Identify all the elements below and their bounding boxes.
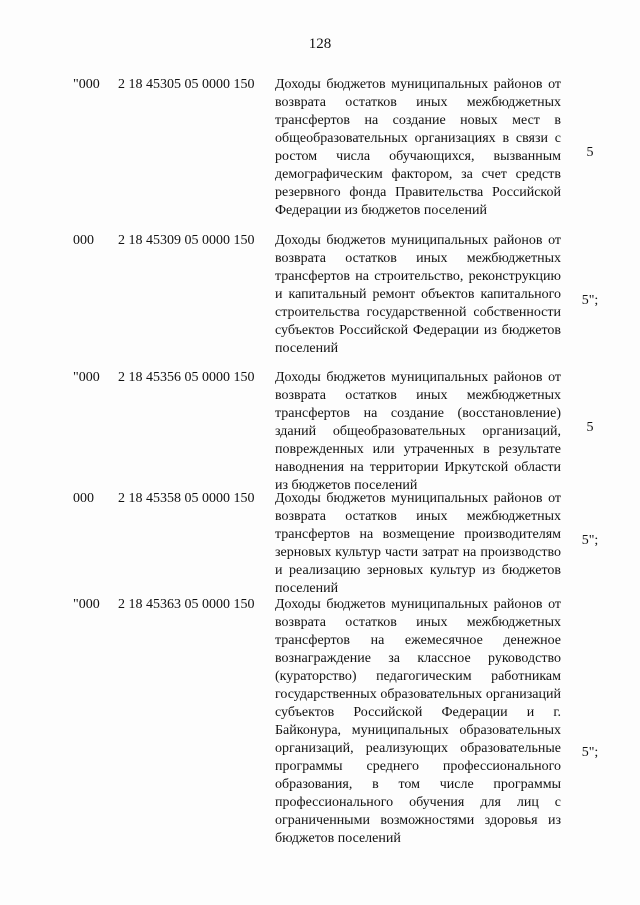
budget-code: 2 18 45363 05 0000 150: [118, 597, 255, 612]
row-amount: 5";: [581, 533, 599, 548]
page-number: 128: [308, 36, 332, 52]
row-description: Доходы бюджетов муниципальных районов от возврата остатков иных межбюджетных трансфертов на создание (восстановление) зданий общеобразовательных организаций, поврежденных или утраченных в результате наводнения на территории Иркутской области из бюджетов поселений: [275, 370, 561, 493]
row-description: Доходы бюджетов муниципальных районов от возврата остатков иных межбюджетных трансфертов на ежемесячное денежное вознаграждение за классное руководство (кураторство) педагогическим работникам государственных образовательных организаций субъектов Российской Федерации и г. Байконура, муниципальных образовательных организаций, реализующих образовательные программы среднего профессионального образования, в том числе программы профессионального обучения для лиц с ограниченными возможностями здоровья из бюджетов поселений: [275, 597, 561, 846]
row-prefix: "000: [73, 77, 100, 92]
budget-code: 2 18 45305 05 0000 150: [118, 77, 255, 92]
row-description: Доходы бюджетов муниципальных районов от возврата остатков иных межбюджетных трансфертов на строительство, реконструкцию и капитальный ремонт объектов капитального строительства государственной собственности субъектов Российской Федерации из бюджетов поселений: [275, 233, 561, 356]
row-amount: 5: [586, 420, 594, 435]
row-description: Доходы бюджетов муниципальных районов от возврата остатков иных межбюджетных трансфертов на создание новых мест в общеобразовательных организациях в связи с ростом числа обучающихся, вызванным демографическим фактором, за счет средств резервного фонда Правительства Российской Федерации из бюджетов поселений: [275, 77, 561, 218]
budget-code: 2 18 45356 05 0000 150: [118, 370, 255, 385]
row-amount: 5: [586, 145, 594, 160]
row-description: Доходы бюджетов муниципальных районов от возврата остатков иных межбюджетных трансфертов на возмещение производителям зерновых культур части затрат на производство и реализацию зерновых культур из бюджетов поселений: [275, 491, 561, 596]
row-amount: 5";: [581, 293, 599, 308]
row-prefix: "000: [73, 597, 100, 612]
budget-code: 2 18 45309 05 0000 150: [118, 233, 255, 248]
row-amount: 5";: [581, 745, 599, 760]
row-prefix: 000: [73, 491, 94, 506]
row-prefix: 000: [73, 233, 94, 248]
budget-code: 2 18 45358 05 0000 150: [118, 491, 255, 506]
row-prefix: "000: [73, 370, 100, 385]
